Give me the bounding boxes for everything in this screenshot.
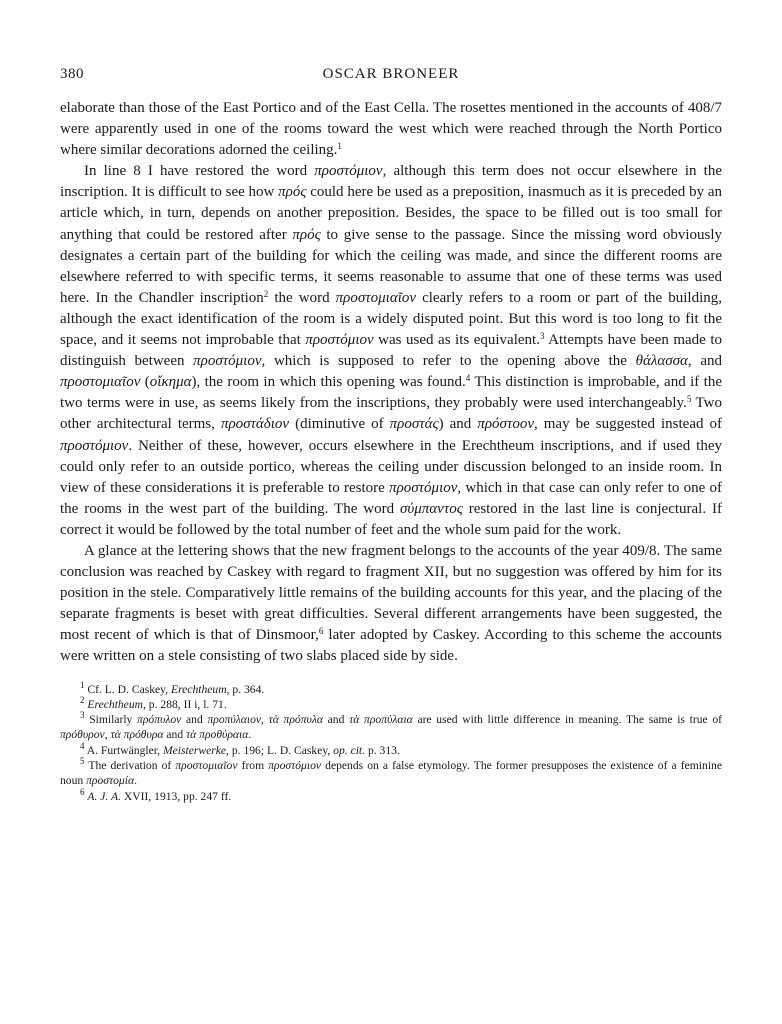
body-text	[60, 98, 722, 668]
italic-term: θάλασσα	[635, 353, 688, 370]
text-run: (diminutive of	[289, 416, 390, 433]
footnote	[60, 712, 722, 743]
text-run: p. 313.	[365, 743, 400, 757]
footnote-marker: 4	[80, 740, 85, 751]
italic-term: Erechtheum	[171, 682, 227, 696]
italic-term: A. J. A.	[87, 789, 121, 803]
text-run: ), the room in which this opening was found.	[191, 374, 466, 391]
footnote-marker: 6	[80, 786, 85, 797]
text-run: (	[140, 374, 150, 391]
text-run: , which is supposed to refer to the opening above the	[261, 353, 636, 370]
text-run: The derivation of	[84, 759, 176, 773]
italic-term: πρός	[278, 184, 307, 201]
text-run: , although this term does not occur elsewhere in the inscription. It is difficult to see how	[60, 163, 722, 201]
italic-term: προστόμιον	[305, 332, 374, 349]
footnote	[60, 786, 722, 804]
page-number: 380	[60, 66, 84, 82]
italic-term: προστομιαῖον	[335, 289, 417, 306]
italic-term: οἴκημα	[149, 374, 192, 391]
italic-term: προστόμιον	[193, 353, 262, 370]
italic-term: προστομιαῖον	[175, 759, 238, 773]
running-head: OSCAR BRONEER	[322, 66, 460, 82]
text-run: . Neither of these, however, occurs elsewhere in the Erechtheum inscriptions, and if used they could only refer to an outside portico, whereas the ceiling under discussion belonged to an inside room. In view of these considerations it is preferable to restore	[60, 437, 722, 496]
text-run: Similarly	[84, 713, 138, 727]
text-run: This distinction is improbable, and if the two terms were in use, as seems likely from the inscriptions, they probably were used interchangeably.	[60, 374, 722, 412]
footnote	[60, 740, 722, 758]
text-run: was used as its equivalent.	[373, 332, 540, 349]
footnote-marker: 6	[318, 626, 324, 637]
text-run: , may be suggested instead of	[533, 416, 722, 433]
italic-term: πρός	[292, 226, 321, 243]
text-run: A glance at the lettering shows that the new fragment belongs to the accounts of the year 409/8. The same conclusion was reached by Caskey with regard to fragment XII, but no suggestion was offered by him for its position in the stele. Comparatively little remains of the building accounts for this year, and the placing of the separate fragments is beset with great difficulties. Several different arrangements have been suggested, the most recent of which is that of Dinsmoor,	[60, 542, 722, 644]
text-run: and	[181, 713, 208, 727]
text-run: A. Furtwängler,	[84, 743, 163, 757]
italic-term: προστάς	[389, 416, 439, 433]
page-header	[60, 66, 722, 88]
italic-term: πρόθυρον	[60, 728, 105, 742]
footnote-marker: 5	[80, 756, 85, 767]
footnote-marker: 4	[465, 373, 471, 384]
italic-term: πρόπυλον	[137, 713, 182, 727]
footnote-marker: 3	[539, 331, 545, 342]
paragraph	[60, 541, 722, 668]
italic-term: τὰ προθύραια	[186, 728, 249, 742]
footnote-marker: 5	[686, 394, 692, 405]
paragraph	[60, 98, 722, 161]
text-run: ,	[104, 728, 111, 742]
footnote-marker: 3	[80, 710, 85, 721]
italic-term: τὰ προπύλαια	[349, 713, 413, 727]
text-run: Cf. L. D. Caskey,	[84, 682, 172, 696]
footnote-marker: 1	[337, 141, 342, 152]
text-run: and	[322, 713, 350, 727]
italic-term: προστόμιον	[389, 479, 458, 496]
footnote	[60, 679, 722, 697]
italic-term: προστομία	[86, 774, 135, 788]
italic-term: προπύλαιον	[207, 713, 262, 727]
italic-term: τὰ πρόθυρα	[110, 728, 164, 742]
italic-term: op. cit.	[333, 743, 366, 757]
text-run: to give sense to the passage. Since the missing word obviously designates a certain part of the building for which the ceiling was made, and since the different rooms are elsewhere referred to with specific terms, it seems reasonable to assume that one of these terms was used here. In the Chandler inscription	[60, 226, 722, 306]
text-run: Two other architectural terms,	[60, 395, 722, 433]
text-run: , p. 288, II i, l. 71.	[143, 697, 227, 711]
text-run: and	[163, 728, 187, 742]
footnote	[60, 694, 722, 712]
italic-term: προστόμιον	[314, 163, 383, 180]
footnote	[60, 758, 722, 789]
text-run: elaborate than those of the East Portico and of the East Cella. The rosettes mentioned in the accounts of 408/7 were apparently used in one of the rooms toward the west which were reached through the North Portico where similar decorations adorned the ceiling.	[60, 100, 722, 159]
text-run: from	[237, 759, 269, 773]
text-run: Attempts have been made to distinguish between	[60, 332, 723, 370]
text-run: depends on a false etymology. The former presupposes the existence of a feminine noun	[60, 759, 722, 788]
text-run: .	[134, 774, 137, 788]
text-run: XVII, 1913, pp. 247 ff.	[121, 789, 232, 803]
page	[60, 66, 722, 804]
italic-term: προστόμιον	[60, 437, 129, 454]
text-run: , p. 364.	[226, 682, 265, 696]
text-run: ) and	[438, 416, 478, 433]
italic-term: τὰ πρόπυλα	[268, 713, 323, 727]
text-run: clearly refers to a room or part of the building, although the exact identification of the room is a widely disputed point. But this word is too long to fit the space, and it seems not improbable that	[60, 289, 722, 349]
text-run: .	[248, 728, 252, 742]
footnote-marker: 1	[80, 679, 85, 690]
italic-term: σύμπαντος	[399, 500, 463, 517]
text-run: , which in that case can only refer to one of the rooms in the west part of the building. The word	[60, 479, 722, 517]
text-run: , p. 196; L. D. Caskey,	[226, 743, 334, 757]
italic-term: Meisterwerke	[162, 743, 227, 757]
text-run: , and	[687, 353, 722, 370]
paragraph	[60, 161, 722, 541]
italic-term: πρόστοον	[477, 416, 534, 433]
text-run: later adopted by Caskey. According to this scheme the accounts were written on a stele consisting of two slabs placed side by side.	[60, 627, 722, 665]
text-run: the word	[268, 289, 336, 306]
text-run: could here be used as a preposition, inasmuch as it is preceded by an article which, in turn, depends on another preposition. Besides, the space to be filled out is too small for anything that could be restored after	[60, 184, 722, 243]
footnote-marker: 2	[263, 288, 269, 299]
text-run: In line 8 I have restored the word	[84, 163, 315, 180]
footnote-marker: 2	[80, 694, 85, 705]
text-run: are used with little difference in meaning. The same is true of	[412, 713, 723, 727]
italic-term: προστομιαῖον	[60, 374, 141, 391]
text-run: ,	[261, 713, 269, 727]
italic-term: προστόμιον	[268, 759, 322, 773]
text-run: restored in the last line is conjectural. If correct it would be followed by the total number of feet and the whole sum paid for the work.	[60, 500, 722, 538]
italic-term: προστάδιον	[220, 416, 290, 433]
footnotes	[60, 679, 723, 804]
italic-term: Erechtheum	[87, 697, 143, 711]
